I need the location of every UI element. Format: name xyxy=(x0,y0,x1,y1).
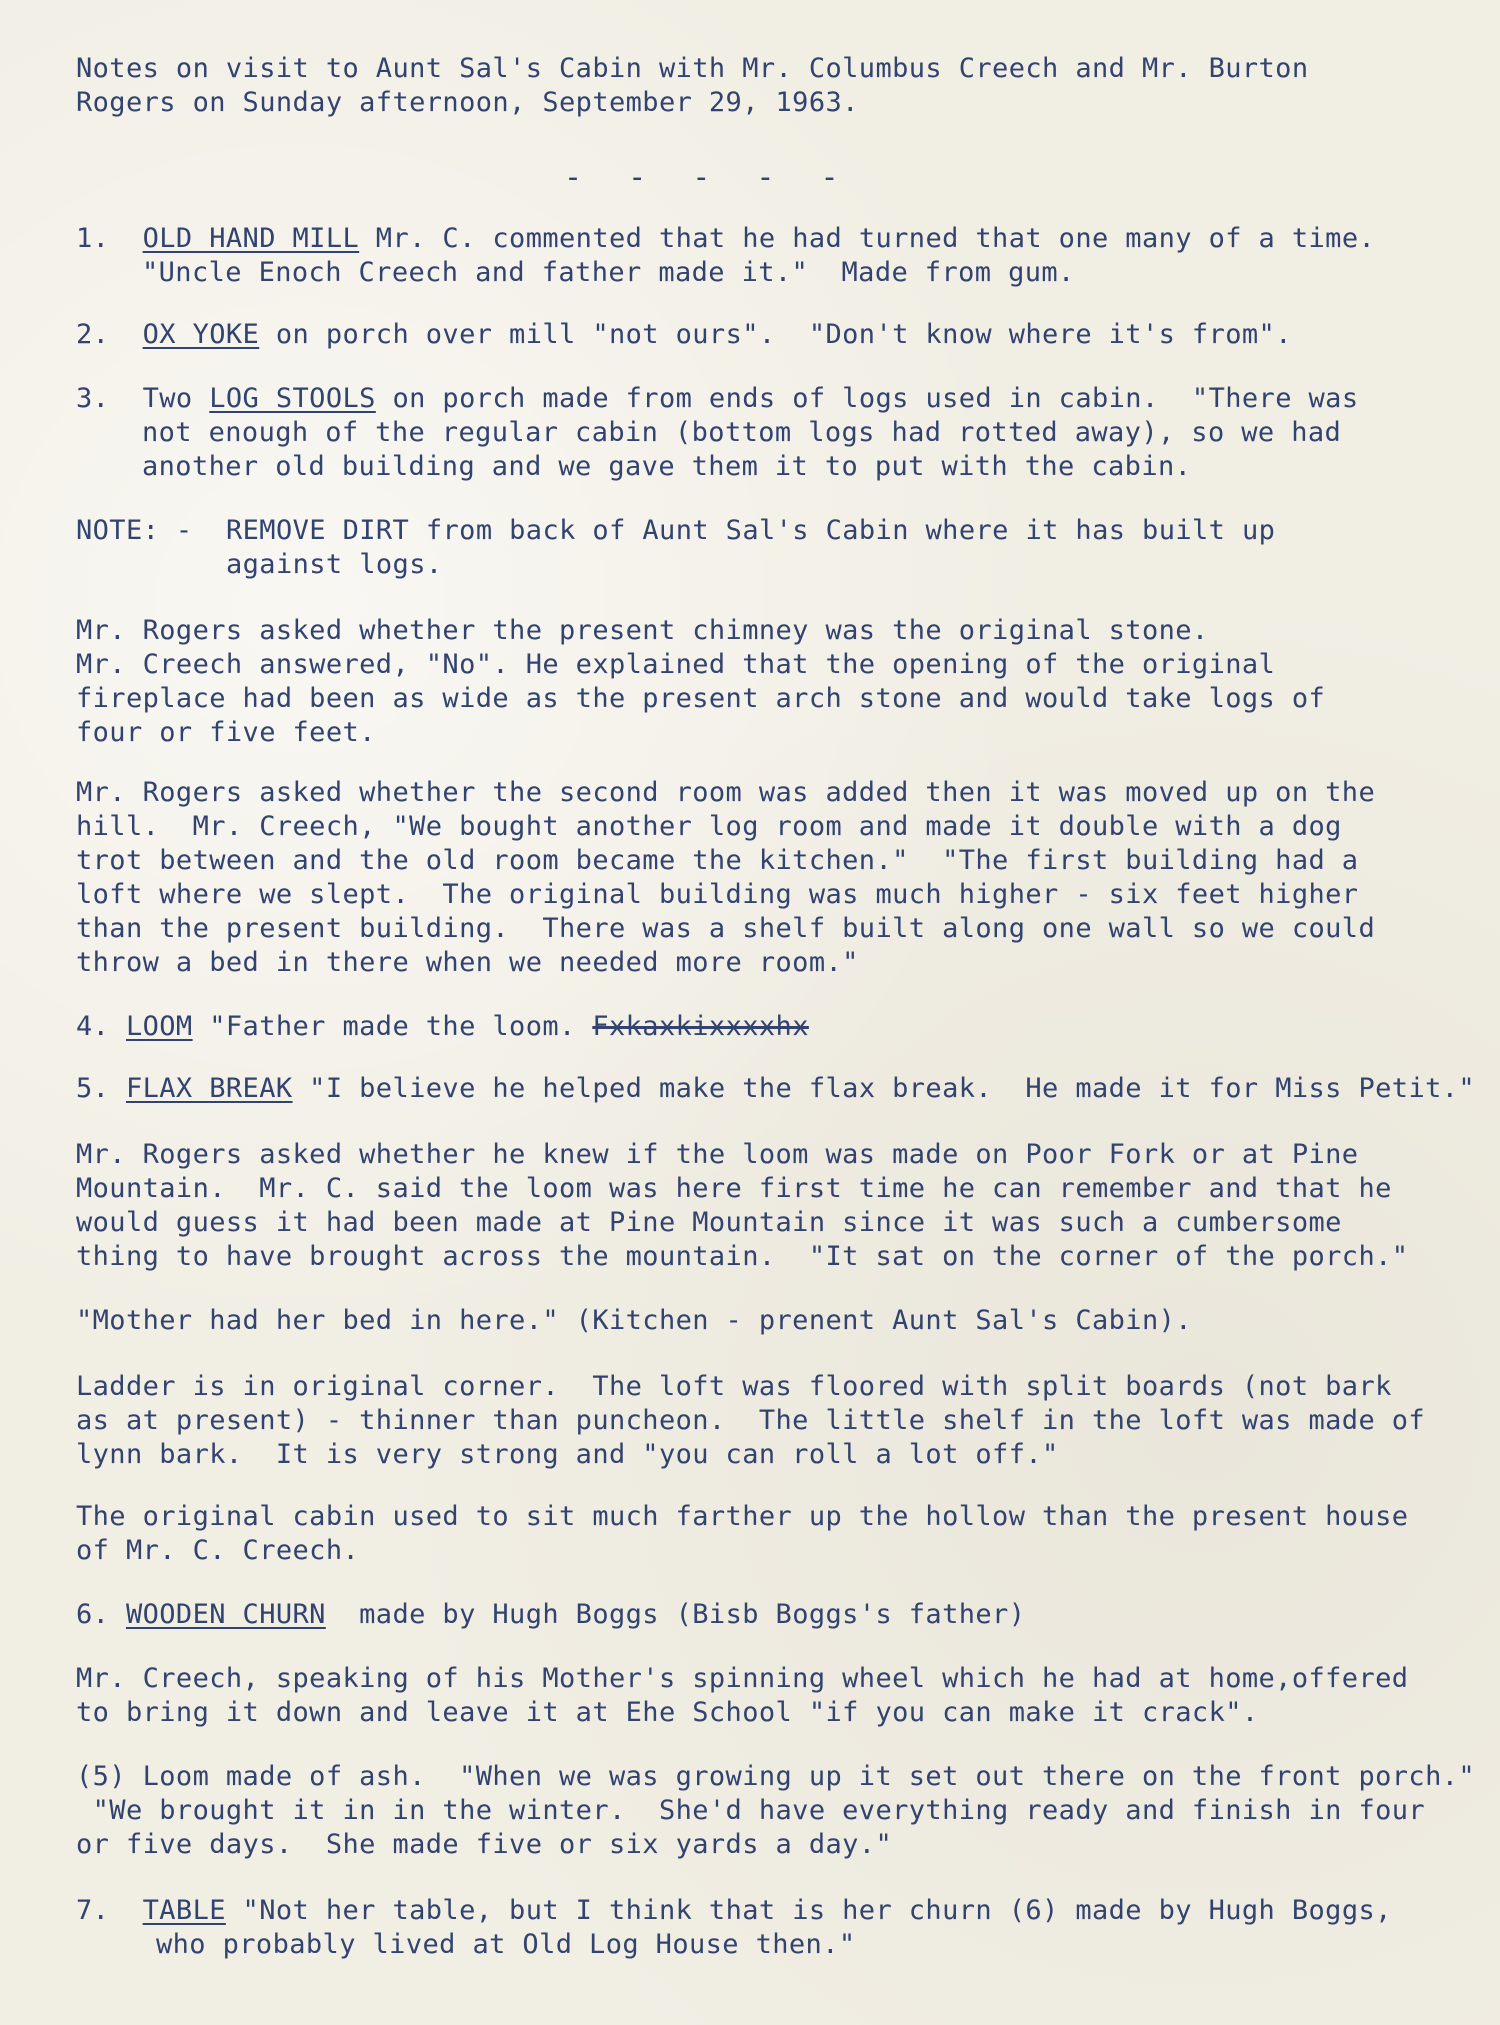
item-title: WOODEN CHURN xyxy=(125,1599,326,1630)
para-1-line: Mr. Rogers asked whether the present chimney was the original stone. xyxy=(76,615,1209,646)
item-5 xyxy=(76,1072,1475,1106)
item-text: on porch made from ends of logs used in cabin. "There was xyxy=(375,383,1359,414)
item-text: Mr. C. commented that he had turned that one many of a time. xyxy=(359,223,1376,254)
item-number: 5. xyxy=(76,1073,110,1104)
item-title: OLD HAND MILL xyxy=(142,223,360,254)
item-text: made by Hugh Boggs (Bisb Boggs's father) xyxy=(325,1599,1026,1630)
note-label: NOTE: - xyxy=(76,515,193,546)
item-1-cont: "Uncle Enoch Creech and father made it." Made from gum. xyxy=(142,257,1075,288)
item-3-cont-1: not enough of the regular cabin (bottom logs had rotted away), so we had xyxy=(142,417,1342,448)
para-5-line: lynn bark. It is very strong and "you can roll a lot off." xyxy=(76,1439,1059,1470)
item-4 xyxy=(76,1010,809,1044)
para-8-line: "We brought it in in the winter. She'd have everything ready and finish in four xyxy=(76,1795,1426,1826)
item-text: "Not her table, but I think that is her churn (6) made by Hugh Boggs, xyxy=(225,1895,1392,1926)
item-number: 4. xyxy=(76,1011,110,1042)
item-1 xyxy=(76,222,1375,256)
item-6 xyxy=(76,1598,1025,1632)
para-7-line: to bring it down and leave it at Ehe School "if you can make it crack". xyxy=(76,1697,1259,1728)
note-line-2: against logs. xyxy=(226,549,443,580)
item-title: LOOM xyxy=(125,1011,193,1042)
para-3-line: Mountain. Mr. C. said the loom was here first time he can remember and that he xyxy=(76,1173,1392,1204)
para-5-line: Ladder is in original corner. The loft was floored with split boards (not bark xyxy=(76,1371,1392,1402)
para-5-line: as at present) - thinner than puncheon. The little shelf in the loft was made of xyxy=(76,1405,1426,1436)
para-3-line: would guess it had been made at Pine Mountain since it was such a cumbersome xyxy=(76,1207,1342,1238)
item-2 xyxy=(76,318,1292,352)
item-title: LOG STOOLS xyxy=(209,383,376,414)
para-4-line: "Mother had her bed in here." (Kitchen - prenent Aunt Sal's Cabin). xyxy=(76,1305,1192,1336)
para-6-line: The original cabin used to sit much farther up the hollow than the present house xyxy=(76,1501,1409,1532)
header-line-2: Rogers on Sunday afternoon, September 29, 1963. xyxy=(76,87,859,118)
item-3 xyxy=(76,382,1358,416)
para-1-line: Mr. Creech answered, "No". He explained that the opening of the original xyxy=(76,649,1276,680)
item-number: 3. xyxy=(76,383,110,414)
para-8-line: or five days. She made five or six yards a day." xyxy=(76,1829,893,1860)
para-3-line: Mr. Rogers asked whether he knew if the loom was made on Poor Fork or at Pine xyxy=(76,1139,1359,1170)
item-number: 6. xyxy=(76,1599,110,1630)
item-title: TABLE xyxy=(142,1895,226,1926)
item-3-cont-2: another old building and we gave them it to put with the cabin. xyxy=(142,451,1192,482)
item-title: FLAX BREAK xyxy=(125,1073,293,1104)
para-1-line: four or five feet. xyxy=(76,717,376,748)
para-7-line: Mr. Creech, speaking of his Mother's spinning wheel which he had at home,offered xyxy=(76,1663,1409,1694)
para-2-line: trot between and the old room became the kitchen." "The first building had a xyxy=(76,845,1359,876)
para-6-line: of Mr. C. Creech. xyxy=(76,1535,360,1566)
para-2-line: throw a bed in there when we needed more room." xyxy=(76,947,859,978)
item-text: on porch over mill "not ours". "Don't know where it's from". xyxy=(259,319,1292,350)
item-number: 7. xyxy=(76,1895,110,1926)
para-3-line: thing to have brought across the mountain. "It sat on the corner of the porch." xyxy=(76,1241,1409,1272)
item-number: 1. xyxy=(76,223,110,254)
note-line-1: REMOVE DIRT from back of Aunt Sal's Cabin where it has built up xyxy=(226,515,1276,546)
item-text: Two xyxy=(142,383,210,414)
item-text: "Father made the loom. xyxy=(192,1011,593,1042)
item-title: OX YOKE xyxy=(142,319,260,350)
item-7 xyxy=(76,1894,1392,1928)
item-7-cont: who probably lived at Old Log House then." xyxy=(156,1929,856,1960)
para-8-line: (5) Loom made of ash. "When we was growing up it set out there on the front porch." xyxy=(76,1761,1476,1792)
para-2-line: hill. Mr. Creech, "We bought another log room and made it double with a dog xyxy=(76,811,1342,842)
para-2-line: than the present building. There was a shelf built along one wall so we could xyxy=(76,913,1376,944)
para-2-line: Mr. Rogers asked whether the second room was added then it was moved up on the xyxy=(76,777,1376,808)
header-line-1: Notes on visit to Aunt Sal's Cabin with Mr. Columbus Creech and Mr. Burton xyxy=(76,53,1309,84)
para-1-line: fireplace had been as wide as the present arch stone and would take logs of xyxy=(76,683,1326,714)
item-number: 2. xyxy=(76,319,110,350)
item-text: "I believe he helped make the flax break. He made it for Miss Petit." xyxy=(292,1073,1476,1104)
para-2-line: loft where we slept. The original building was much higher - six feet higher xyxy=(76,879,1359,910)
separator: - - - - - xyxy=(564,160,853,195)
struck-text: Fxkaxkixxxxhx xyxy=(592,1011,809,1042)
